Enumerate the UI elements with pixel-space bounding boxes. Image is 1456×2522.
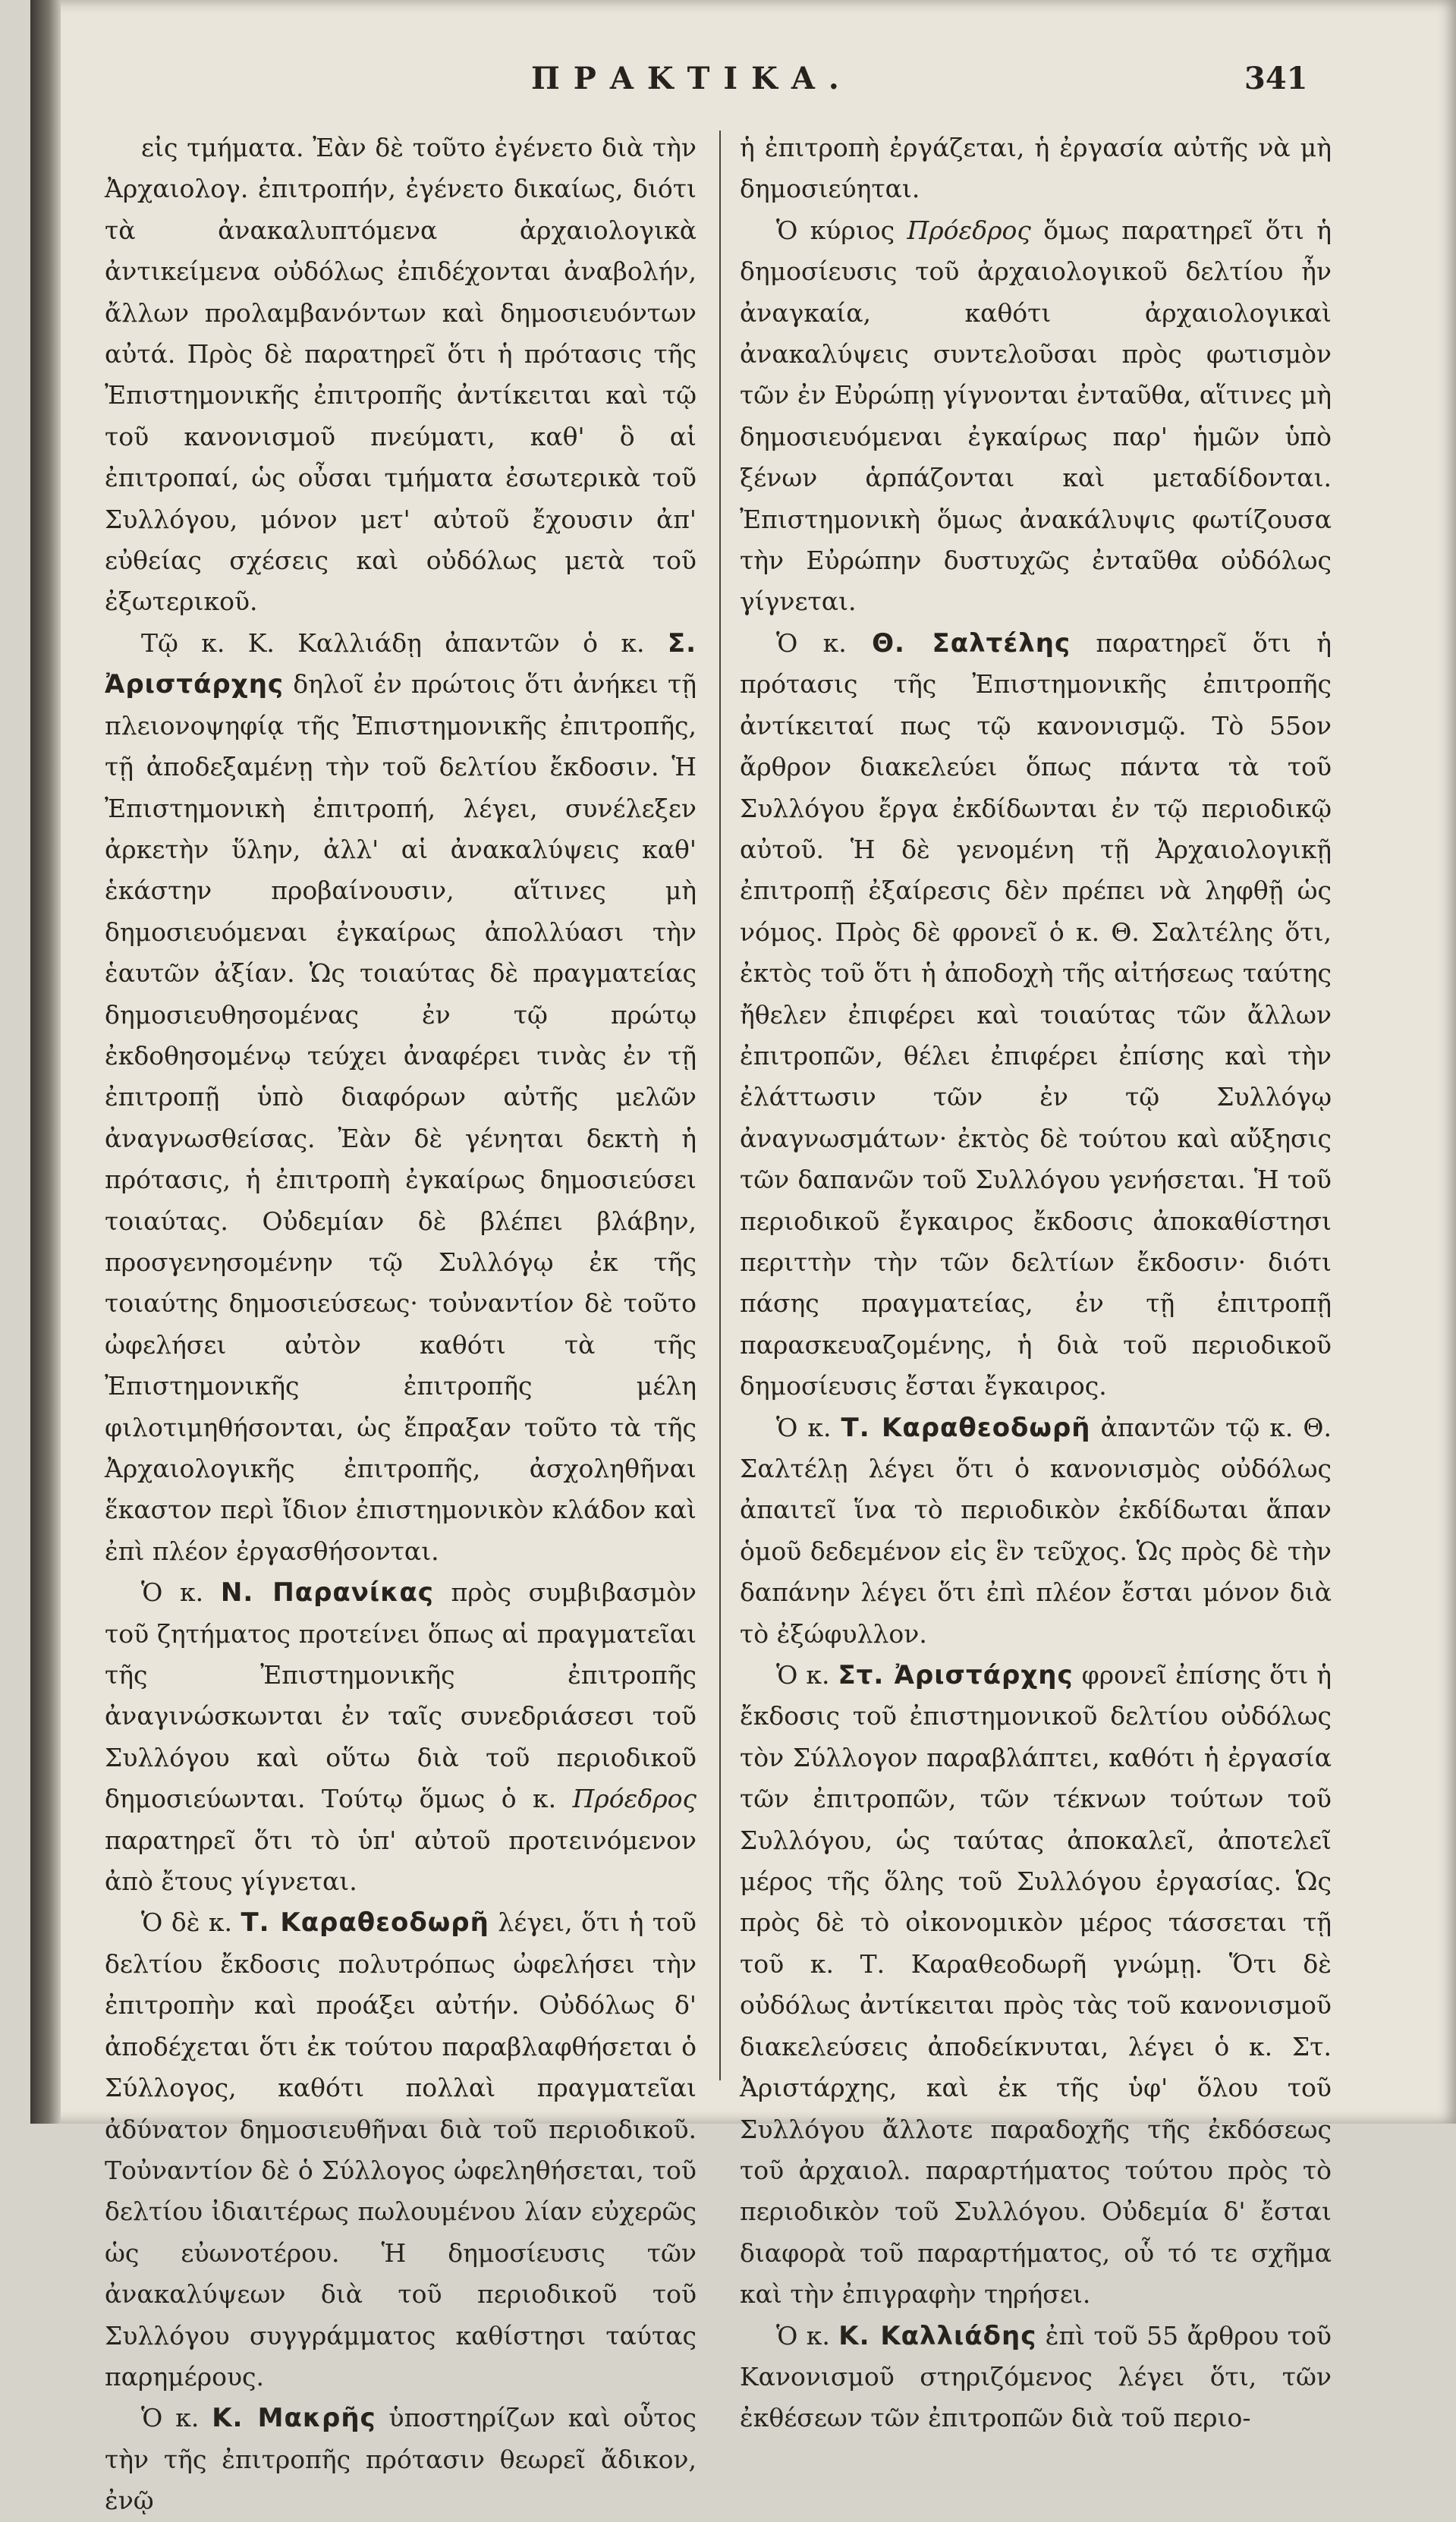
paragraph-text: Ὁ κ. — [141, 2403, 212, 2433]
running-header — [0, 61, 1456, 106]
left-column — [105, 127, 697, 2522]
italic-text: Πρόεδρος — [907, 215, 1031, 245]
column-divider — [719, 131, 721, 2080]
paragraph — [105, 127, 697, 623]
speaker-name: Τ. Καραθεοδωρῆ — [841, 1412, 1091, 1443]
running-title: ΠΡΑΚΤΙΚΑ. — [531, 61, 853, 96]
paragraph-text: παρατηρεῖ ὅτι τὸ ὑπ' αὐτοῦ προτεινόμενον ἀπὸ ἔτους γίγνεται. — [105, 1825, 697, 1897]
paragraph-text: ὅμως παρατηρεῖ ὅτι ἡ δημοσίευσις τοῦ ἀρχαιολογικοῦ δελτίου ἦν ἀναγκαία, καθότι ἀρχαιολογικαὶ ἀνακαλύψεις συντελοῦσαι πρὸς φωτισμὸν τῶν ἐν Εὐρώπῃ γίγνονται ἐνταῦθα, αἵτινες μὴ δημοσιευόμεναι ἐγκαίρως παρ' ἡμῶν ὑπὸ ξένων ἁρπάζονται καὶ μεταδίδονται. Ἐπιστημονικὴ ὅμως ἀνακάλυψις φωτίζουσα τὴν Εὐρώπην δυστυχῶς ἐνταῦθα οὐδόλως γίγνεται. — [740, 215, 1332, 617]
paragraph-text: Ὁ κύριος — [776, 215, 907, 245]
right-column — [740, 127, 1332, 2439]
paragraph-text: Ὁ δὲ κ. — [141, 1907, 241, 1938]
paragraph-text: Ὁ κ. — [776, 1660, 838, 1690]
paragraph-text: ἐπὶ τοῦ 55 ἄρθρου τοῦ Κανονισμοῦ στηριζόμενος λέγει ὅτι, τῶν ἐκθέσεων τῶν ἐπιτροπῶν διὰ τοῦ περιο- — [740, 2320, 1332, 2433]
paragraph — [740, 1407, 1332, 1655]
paragraph — [740, 127, 1332, 210]
paragraph — [740, 210, 1332, 623]
paragraph — [740, 1655, 1332, 2316]
paragraph-text: λέγει, ὅτι ἡ τοῦ δελτίου ἔκδοσις πολυτρόπως ὠφελήσει τὴν ἐπιτροπὴν καὶ προάξει αὐτήν. Οὐδόλως δ' ἀποδέχεται ὅτι ἐκ τούτου παραβλαφθήσεται ὁ Σύλλογος, καθότι πολλαὶ πραγματεῖαι ἀδύνατον δημοσιευθῆναι διὰ τοῦ περιοδικοῦ. Τοὐναντίον δὲ ὁ Σύλλογος ὠφεληθήσεται, τοῦ δελτίου ἰδιαιτέρως πωλουμένου λίαν εὐχερῶς ὡς εὐωνοτέρου. Ἡ δημοσίευσις τῶν ἀνακαλύψεων διὰ τοῦ περιοδικοῦ τοῦ Συλλόγου συγγράμματος καθίστησι ταύτας παρημέρους. — [105, 1907, 697, 2391]
speaker-name: Θ. Σαλτέλης — [872, 627, 1071, 659]
page-binding-edge — [30, 0, 61, 2124]
speaker-name: Κ. Μακρῆς — [212, 2403, 376, 2434]
paragraph-text: δηλοῖ ἐν πρώτοις ὅτι ἀνήκει τῇ πλειονοψηφίᾳ τῆς Ἐπιστημονικῆς ἐπιτροπῆς, τῇ ἀποδεξαμένῃ τὴν τοῦ δελτίου ἔκδοσιν. Ἡ Ἐπιστημονικὴ ἐπιτροπή, λέγει, συνέλεξεν ἀρκετὴν ὕλην, ἀλλ' αἱ ἀνακαλύψεις καθ' ἑκάστην προβαίνουσιν, αἵτινες μὴ δημοσιευόμεναι ἐγκαίρως ἀπολλύασι τὴν ἑαυτῶν ἀξίαν. Ὡς τοιαύτας δὲ πραγματείας δημοσιευθησομένας ἐν τῷ πρώτῳ ἐκδοθησομένῳ τεύχει ἀναφέρει τινὰς ἐν τῇ ἐπιτροπῇ ὑπὸ διαφόρων αὐτῆς μελῶν ἀναγνωσθείσας. Ἐὰν δὲ γένηται δεκτὴ ἡ πρότασις, ἡ ἐπιτροπὴ ἐγκαίρως δημοσιεύσει τοιαύτας. Οὐδεμίαν δὲ βλέπει βλάβην, προσγενησομένην τῷ Συλλόγῳ ἐκ τῆς τοιαύτης δημοσιεύσεως· τοὐναντίον δὲ τοῦτο ὠφελήσει αὐτὸν καθότι τὰ τῆς Ἐπιστημονικῆς ἐπιτροπῆς μέλη φιλοτιμηθήσονται, ὡς ἔπραξαν τοῦτο τὰ τῆς Ἀρχαιολογικῆς ἐπιτροπῆς, ἀσχοληθῆναι ἕκαστον περὶ ἴδιον ἐπιστημονικὸν κλάδον καὶ ἐπὶ πλέον ἐργασθήσονται. — [105, 669, 697, 1566]
paragraph-text: παρατηρεῖ ὅτι ἡ πρότασις τῆς Ἐπιστημονικῆς ἐπιτροπῆς ἀντίκειταί πως τῷ κανονισμῷ. Τὸ 55ον ἄρθρον διακελεύει ὅπως πάντα τὰ τοῦ Συλλόγου ἔργα ἐκδίδωνται ἐν τῷ περιοδικῷ αὐτοῦ. Ἡ δὲ γενομένη τῇ Ἀρχαιολογικῇ ἐπιτροπῇ ἐξαίρεσις δὲν πρέπει νὰ ληφθῇ ὡς νόμος. Πρὸς δὲ φρονεῖ ὁ κ. Θ. Σαλτέλης ὅτι, ἐκτὸς τοῦ ὅτι ἡ ἀποδοχὴ τῆς αἰτήσεως ταύτης ἤθελεν ἐπιφέρει καὶ τοιαύτας τῶν ἄλλων ἐπιτροπῶν, θέλει ἐπιφέρει ἐπίσης καὶ τὴν ἐλάττωσιν τῶν ἐν τῷ Συλλόγῳ ἀναγνωσμάτων· ἐκτὸς δὲ τούτου καὶ αὔξησις τῶν δαπανῶν τοῦ Συλλόγου γενήσεται. Ἡ τοῦ περιοδικοῦ ἔγκαιρος ἔκδοσις ἀποκαθίστησι περιττὴν τὴν τῶν δελτίων ἔκδοσιν· διότι πάσης πραγματείας, ἐν τῇ ἐπιτροπῇ παρασκευαζομένης, ἡ διὰ τοῦ περιοδικοῦ δημοσίευσις ἔσται ἔγκαιρος. — [740, 627, 1332, 1401]
paragraph — [105, 1902, 697, 2398]
paragraph — [105, 2398, 697, 2521]
paragraph-text: ἀπαντῶν τῷ κ. Θ. Σαλτέλῃ λέγει ὅτι ὁ κανονισμὸς οὐδόλως ἀπαιτεῖ ἵνα τὸ περιοδικὸν ἐκδίδωται ἅπαν ὁμοῦ δεδεμένον εἰς ἓν τεῦχος. Ὡς πρὸς δὲ τὴν δαπάνην λέγει ὅτι ἐπὶ πλέον ἔσται μόνον διὰ τὸ ἐξώφυλλον. — [740, 1412, 1332, 1649]
paragraph — [740, 623, 1332, 1407]
paragraph-text: ἡ ἐπιτροπὴ ἐργάζεται, ἡ ἐργασία αὐτῆς νὰ μὴ δημοσιεύηται. — [740, 133, 1332, 204]
paragraph — [105, 623, 697, 1572]
paragraph-text: ὑποστηρίζων καὶ οὗτος τὴν τῆς ἐπιτροπῆς πρότασιν θεωρεῖ ἄδικον, ἐνῷ — [105, 2403, 697, 2516]
paragraph-text: πρὸς συμβιβασμὸν τοῦ ζητήματος προτείνει ὅπως αἱ πραγματεῖαι τῆς Ἐπιστημονικῆς ἐπιτροπῆς ἀναγινώσκωνται ἐν ταῖς συνεδριάσεσι τοῦ Συλλόγου καὶ οὕτω διὰ τοῦ περιοδικοῦ δημοσιεύωνται. Τούτῳ ὅμως ὁ κ. — [105, 1577, 697, 1814]
speaker-name: Σ. Ἀριστάρχης — [105, 627, 697, 700]
speaker-name: Τ. Καραθεοδωρῆ — [241, 1907, 489, 1939]
paragraph-text: Ὁ κ. — [776, 2320, 839, 2351]
page-number: 341 — [1244, 61, 1308, 96]
paragraph-text: εἰς τμήματα. Ἐὰν δὲ τοῦτο ἐγένετο διὰ τὴν Ἀρχαιολογ. ἐπιτροπήν, ἐγένετο δικαίως, διότι τὰ ἀνακαλυπτόμενα ἀρχαιολογικὰ ἀντικείμενα οὐδόλως ἐπιδέχονται ἀναβολήν, ἄλλων προλαμβανόντων καὶ δημοσιευόντων αὐτά. Πρὸς δὲ παρατηρεῖ ὅτι ἡ πρότασις τῆς Ἐπιστημονικῆς ἐπιτροπῆς ἀντίκειται καὶ τῷ τοῦ κανονισμοῦ πνεύματι, καθ' ὃ αἱ ἐπιτροπαί, ὡς οὖσαι τμήματα ἐσωτερικὰ τοῦ Συλλόγου, μόνον μετ' αὐτοῦ ἔχουσιν ἀπ' εὐθείας σχέσεις καὶ οὐδόλως μετὰ τοῦ ἐξωτερικοῦ. — [105, 133, 697, 617]
italic-text: Πρόεδρος — [572, 1784, 697, 1814]
paragraph-text: Ὁ κ. — [776, 1412, 841, 1442]
paragraph-text: Τῷ κ. Κ. Καλλιάδῃ ἀπαντῶν ὁ κ. — [141, 627, 668, 658]
paragraph-text: Ὁ κ. — [776, 627, 873, 658]
paragraph — [105, 1572, 697, 1902]
paragraph-text: φρονεῖ ἐπίσης ὅτι ἡ ἔκδοσις τοῦ ἐπιστημονικοῦ δελτίου οὐδόλως τὸν Σύλλογον παραβλάπτει, καθότι ἡ ἐργασία τῶν ἐπιτροπῶν, τῶν τέκνων τούτων τοῦ Συλλόγου, ὡς ταύτας ἀποκαλεῖ, ἀποτελεῖ μέρος τῆς ὅλης τοῦ Συλλόγου ἐργασίας. Ὡς πρὸς δὲ τὸ οἰκονομικὸν μέρος τάσσεται τῇ τοῦ κ. Τ. Καραθεοδωρῆ γνώμῃ. Ὅτι δὲ οὐδόλως ἀντίκειται πρὸς τὰς τοῦ κανονισμοῦ διακελεύσεις ἀποδείκνυται, λέγει ὁ κ. Στ. Ἀριστάρχης, καὶ ἐκ τῆς ὑφ' ὅλου τοῦ Συλλόγου ἄλλοτε παραδοχῆς τῆς ἐκδόσεως τοῦ ἀρχαιολ. παραρτήματος τούτου πρὸς τὸ περιοδικὸν τοῦ Συλλόγου. Οὐδεμία δ' ἔσται διαφορὰ τοῦ παραρτήματος, οὗ τό τε σχῆμα καὶ τὴν ἐπιγραφὴν τηρήσει. — [740, 1660, 1332, 2310]
speaker-name: Στ. Ἀριστάρχης — [838, 1660, 1074, 1691]
paragraph — [740, 2316, 1332, 2439]
paragraph-text: Ὁ κ. — [141, 1577, 221, 1608]
speaker-name: Κ. Καλλιάδης — [838, 2320, 1037, 2351]
speaker-name: Ν. Παρανίκας — [220, 1577, 434, 1608]
